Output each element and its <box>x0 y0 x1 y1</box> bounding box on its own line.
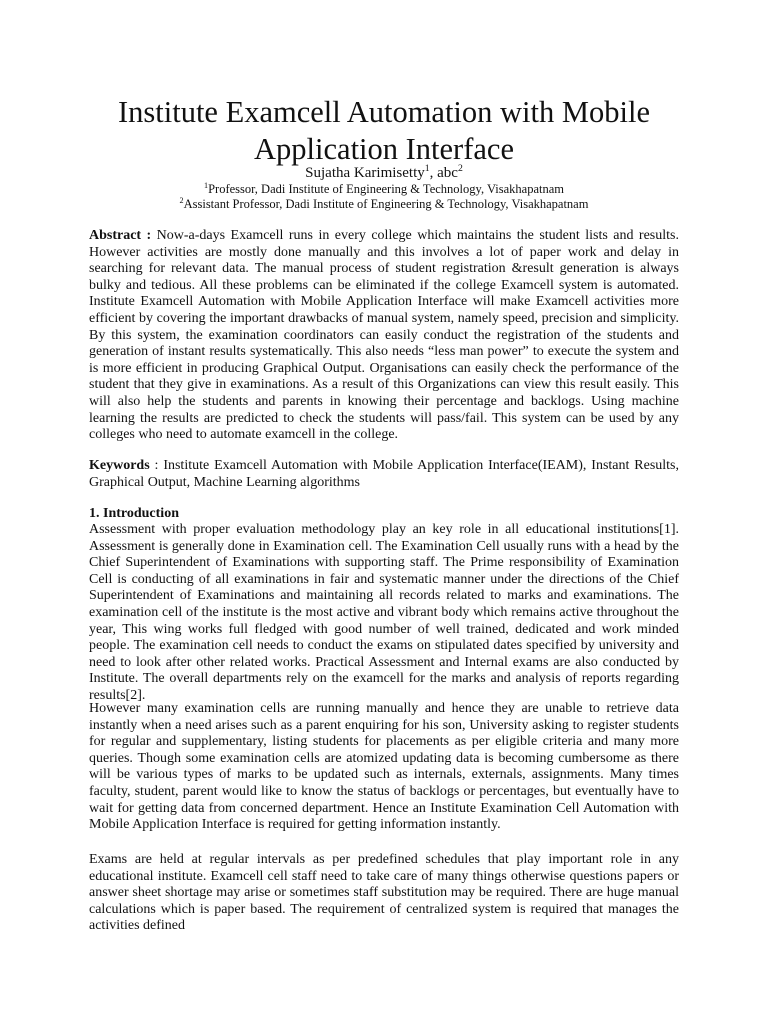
author-line <box>0 164 768 182</box>
affiliation-2-sup: 2 <box>179 195 184 205</box>
keywords-text: : Institute Examcell Automation with Mobile Application Interface(IEAM), Instant Results, Graphical Output, Machine Learning algorithms <box>89 458 679 490</box>
author-2: abc <box>437 165 458 181</box>
intro-paragraph-1: Assessment with proper evaluation methodology play an key role in all educational institutions[1]. Assessment is generally done in Examination cell. The Examination Cell usually runs with a head by the Chief Superintendent of Examinations with supporting staff. The Prime responsibility of Examination Cell is conducting of all examinations in fair and systematic manner under the directions of the Chief Superintendent of Examinations and maintaining all records related to marks and examinations. The examination cell of the institute is the most active and vibrant body which remains active throughout the year, This wing works full fledged with good number of well trained, dedicated and work minded people. The examination cell needs to conduct the exams on stipulated dates specified by university and need to look after other related works. Practical Assessment and Internal exams are also conducted by Institute. The overall departments rely on the examcell for the marks and analysis of reports regarding results[2]. <box>89 522 679 703</box>
intro-paragraph-3: Exams are held at regular intervals as per predefined schedules that play important role in any educational institute. Examcell cell staff need to take care of many things otherwise questions papers or answer sheet shortage may arise or sometimes staff substitution may be required. There are huge manual calculations which is paper based. The requirement of centralized system is required that manages the activities defined <box>89 852 679 934</box>
abstract-paragraph <box>89 228 679 444</box>
intro-paragraph-2: However many examination cells are running manually and hence they are unable to retrieve data instantly when a need arises such as a parent enquiring for his son, University asking to register students for regular and supplementary, listing students for placements as per eligible criteria and many more queries. Though some examination cells are atomized updating data is becoming cumbersome as there will be various types of marks to be updated such as internals, externals, assignments. Many times faculty, student, parent would like to know the status of backlogs or percentages, but eventually have to wait for getting data from concerned department. Hence an Institute Examination Cell Automation with Mobile Application Interface is required for getting information instantly. <box>89 701 679 833</box>
affiliation-1 <box>0 182 768 197</box>
author-1: Sujatha Karimisetty <box>305 165 425 181</box>
affiliation-1-sup: 1 <box>204 180 209 190</box>
author-separator: , <box>429 165 438 181</box>
keywords-paragraph <box>89 458 679 491</box>
author-2-sup: 2 <box>457 163 463 174</box>
abstract-label: Abstract : <box>89 228 152 243</box>
title-line-1: Institute Examcell Automation with Mobile <box>118 95 650 129</box>
title-line-2: Application Interface <box>254 132 514 166</box>
section-heading-introduction: 1. Introduction <box>89 506 179 521</box>
paper-title <box>0 94 768 168</box>
affiliation-2-text: Assistant Professor, Dadi Institute of Engineering & Technology, Visakhapatnam <box>183 197 589 211</box>
affiliation-2 <box>0 197 768 212</box>
keywords-label: Keywords <box>89 458 150 473</box>
affiliation-1-text: Professor, Dadi Institute of Engineering & Technology, Visakhapatnam <box>208 182 564 196</box>
abstract-text: Now-a-days Examcell runs in every college which maintains the student lists and results. However activities are mostly done manually and this involves a lot of paper work and delay in searching for relevant data. The manual process of student registration &result generation is always bulky and tedious. All these problems can be eliminated if the college Examcell system is automated. Institute Examcell Automation with Mobile Application Interface will make Examcell activities more efficient by covering the important drawbacks of manual system, namely speed, precision and simplicity. By this system, the examination coordinators can easily conduct the registration of the students and generation of instant results systematically. This also needs “less man power” to execute the system and is more efficient in producing Graphical Output. Organisations can easily check the performance of the student that they give in examinations. As a result of this Organizations can view this result easily. This will also help the students and parents in knowing their percentage and backlogs. Using machine learning the results are predicted to check the students will pass/fail. This system can be used by any colleges who need to automate examcell in the college. <box>89 228 679 443</box>
author-1-sup: 1 <box>424 163 430 174</box>
